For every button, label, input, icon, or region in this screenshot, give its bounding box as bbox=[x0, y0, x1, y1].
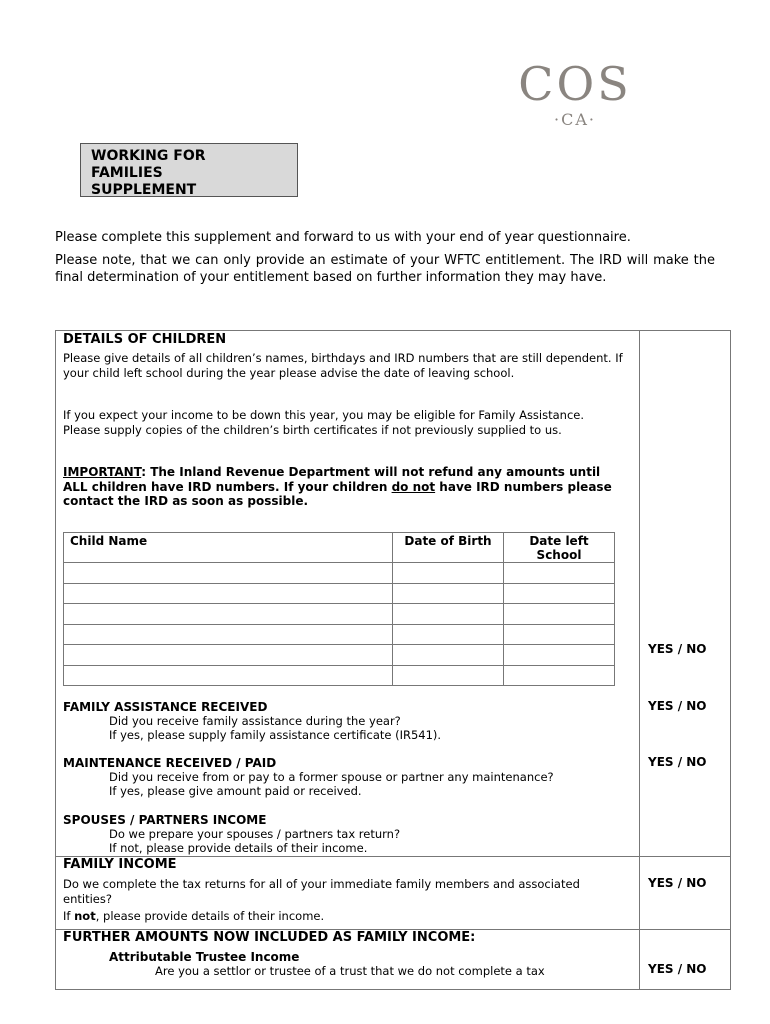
child-name-cell[interactable] bbox=[64, 563, 393, 584]
important-notice bbox=[63, 465, 623, 509]
children-heading: DETAILS OF CHILDREN bbox=[63, 332, 227, 347]
date-of-birth-cell[interactable] bbox=[393, 563, 504, 584]
intro-paragraph-2: Please note, that we can only provide an estimate of your WFTC entitlement. The IRD will make the final determination of your entitlement based on further information they may have. bbox=[55, 253, 715, 285]
date-left-school-cell[interactable] bbox=[504, 604, 615, 625]
important-text-a: : The Inland Revenue Department will not refund any amounts until ALL children have IRD numbers. If your children bbox=[63, 465, 601, 494]
assistance-heading: FAMILY ASSISTANCE RECEIVED bbox=[63, 700, 268, 714]
children-table bbox=[63, 532, 615, 686]
important-text-b: have IRD numbers please contact the IRD as soon as possible. bbox=[63, 479, 612, 508]
child-name-cell[interactable] bbox=[64, 583, 393, 604]
spouses-line-2: If not, please provide details of their income. bbox=[109, 841, 368, 855]
maintenance-line-1: Did you receive from or pay to a former spouse or partner any maintenance? bbox=[109, 770, 554, 784]
children-paragraph-2: If you expect your income to be down this year, you may be eligible for Family Assistance. Please supply copies of the children’s birth certificates if not previously supplied to us. bbox=[63, 408, 585, 437]
col-child-name: Child Name bbox=[64, 533, 393, 563]
family-income-yes-no[interactable]: YES / NO bbox=[648, 876, 707, 890]
maintenance-yes-no[interactable]: YES / NO bbox=[648, 755, 707, 769]
intro-paragraph-1: Please complete this supplement and forward to us with your end of year questionnaire. bbox=[55, 230, 631, 245]
spouses-line-1: Do we prepare your spouses / partners tax return? bbox=[109, 827, 401, 841]
col-date-left-line-2: School bbox=[536, 548, 582, 562]
date-of-birth-cell[interactable] bbox=[393, 583, 504, 604]
date-left-school-cell[interactable] bbox=[504, 583, 615, 604]
title-line-1: WORKING FOR bbox=[91, 148, 206, 164]
date-of-birth-cell[interactable] bbox=[393, 645, 504, 666]
table-row bbox=[64, 665, 615, 686]
maintenance-line-2: If yes, please give amount paid or received. bbox=[109, 784, 362, 798]
family-income-line-1: Do we complete the tax returns for all of your immediate family members and associated entities? bbox=[63, 877, 580, 906]
table-row bbox=[64, 563, 615, 584]
family-income-line-2-bold: not bbox=[74, 909, 96, 923]
document-title bbox=[80, 143, 298, 197]
date-left-school-cell[interactable] bbox=[504, 645, 615, 666]
title-line-3: SUPPLEMENT bbox=[91, 182, 197, 197]
further-yes-no[interactable]: YES / NO bbox=[648, 962, 707, 976]
column-divider bbox=[639, 331, 640, 989]
assistance-yes-no[interactable]: YES / NO bbox=[648, 699, 707, 713]
table-row bbox=[64, 624, 615, 645]
family-income-line-2-prefix: If bbox=[63, 909, 75, 923]
logo-main-text: COS bbox=[518, 57, 632, 111]
date-of-birth-cell[interactable] bbox=[393, 665, 504, 686]
date-of-birth-cell[interactable] bbox=[393, 624, 504, 645]
attributable-trustee-heading: Attributable Trustee Income bbox=[109, 950, 300, 964]
table-row bbox=[64, 645, 615, 666]
family-income-line-2 bbox=[63, 909, 324, 924]
assistance-line-2: If yes, please supply family assistance certificate (IR541). bbox=[109, 728, 442, 742]
table-row bbox=[64, 604, 615, 625]
col-date-left-school bbox=[504, 533, 615, 563]
attributable-trustee-line-1: Are you a settlor or trustee of a trust that we do not complete a tax bbox=[155, 964, 545, 978]
title-line-2: FAMILIES bbox=[91, 165, 163, 181]
child-name-cell[interactable] bbox=[64, 624, 393, 645]
important-label: IMPORTANT bbox=[63, 465, 142, 479]
date-left-school-cell[interactable] bbox=[504, 624, 615, 645]
family-income-line-2-suffix: , please provide details of their income. bbox=[95, 909, 325, 923]
important-underlined: do not bbox=[391, 479, 436, 494]
further-amounts-heading: FURTHER AMOUNTS NOW INCLUDED AS FAMILY INCOME: bbox=[63, 930, 476, 945]
children-paragraph-1: Please give details of all children’s names, birthdays and IRD numbers that are still dependent. If your child left school during the year please advise the date of leaving school. bbox=[63, 351, 623, 380]
children-yes-no[interactable]: YES / NO bbox=[648, 642, 707, 656]
company-logo bbox=[505, 58, 645, 130]
spouses-heading: SPOUSES / PARTNERS INCOME bbox=[63, 813, 267, 827]
assistance-line-1: Did you receive family assistance during the year? bbox=[109, 714, 401, 728]
table-row bbox=[64, 583, 615, 604]
date-left-school-cell[interactable] bbox=[504, 665, 615, 686]
date-of-birth-cell[interactable] bbox=[393, 604, 504, 625]
col-date-left-line-1: Date left bbox=[529, 534, 589, 548]
child-name-cell[interactable] bbox=[64, 665, 393, 686]
child-name-cell[interactable] bbox=[64, 645, 393, 666]
col-date-of-birth: Date of Birth bbox=[393, 533, 504, 563]
children-table-header bbox=[64, 533, 615, 563]
maintenance-heading: MAINTENANCE RECEIVED / PAID bbox=[63, 756, 277, 770]
form-frame bbox=[55, 330, 731, 990]
family-income-heading: FAMILY INCOME bbox=[63, 857, 177, 872]
child-name-cell[interactable] bbox=[64, 604, 393, 625]
logo-sub-text: ·CA· bbox=[554, 110, 596, 129]
date-left-school-cell[interactable] bbox=[504, 563, 615, 584]
